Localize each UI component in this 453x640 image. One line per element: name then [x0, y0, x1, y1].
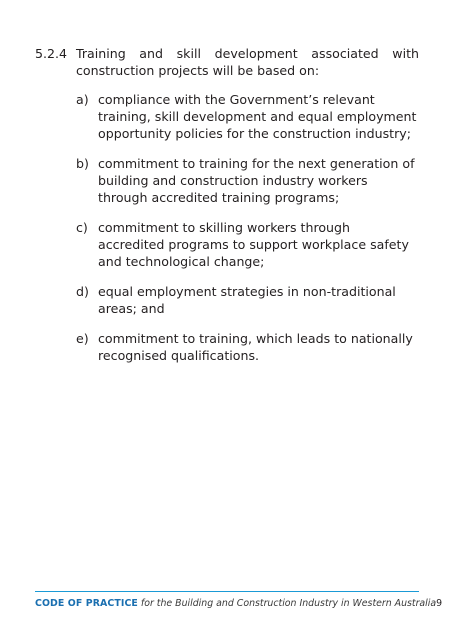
list-item [76, 219, 419, 270]
list-item-letter: b) [76, 156, 89, 171]
footer-title-strong: CODE OF PRACTICE [35, 598, 138, 609]
list-item [76, 91, 419, 142]
list-item-letter: a) [76, 92, 89, 107]
footer-divider [35, 591, 419, 592]
list-item-letter: d) [76, 284, 89, 299]
list-item [76, 330, 419, 364]
clause-heading [35, 45, 419, 79]
clause-5-2-4 [35, 45, 419, 364]
clause-item-list [35, 91, 419, 364]
page-number: 9 [436, 598, 443, 609]
list-item-text: commitment to training, which leads to nationally recognised qualifications. [98, 331, 413, 363]
list-item-letter: e) [76, 331, 89, 346]
list-item-text: commitment to skilling workers through accredited programs to support workplace safety and technological change; [98, 220, 409, 269]
list-item-letter: c) [76, 220, 88, 235]
list-item [76, 283, 419, 317]
list-item-text: commitment to training for the next generation of building and construction industry workers through accredited training programs; [98, 156, 415, 205]
list-item-text: compliance with the Government’s relevant training, skill development and equal employment opportunity policies for the construction industry; [98, 92, 417, 141]
clause-number: 5.2.4 [35, 46, 68, 61]
footer-title-rest: for the Building and Construction Industry in Western Australia [137, 598, 437, 609]
list-item [76, 155, 419, 206]
clause-text: Training and skill development associated with construction projects will be based on: [76, 46, 419, 78]
footer-title [35, 598, 436, 610]
list-item-text: equal employment strategies in non-traditional areas; and [98, 284, 396, 316]
page-footer [35, 598, 443, 610]
